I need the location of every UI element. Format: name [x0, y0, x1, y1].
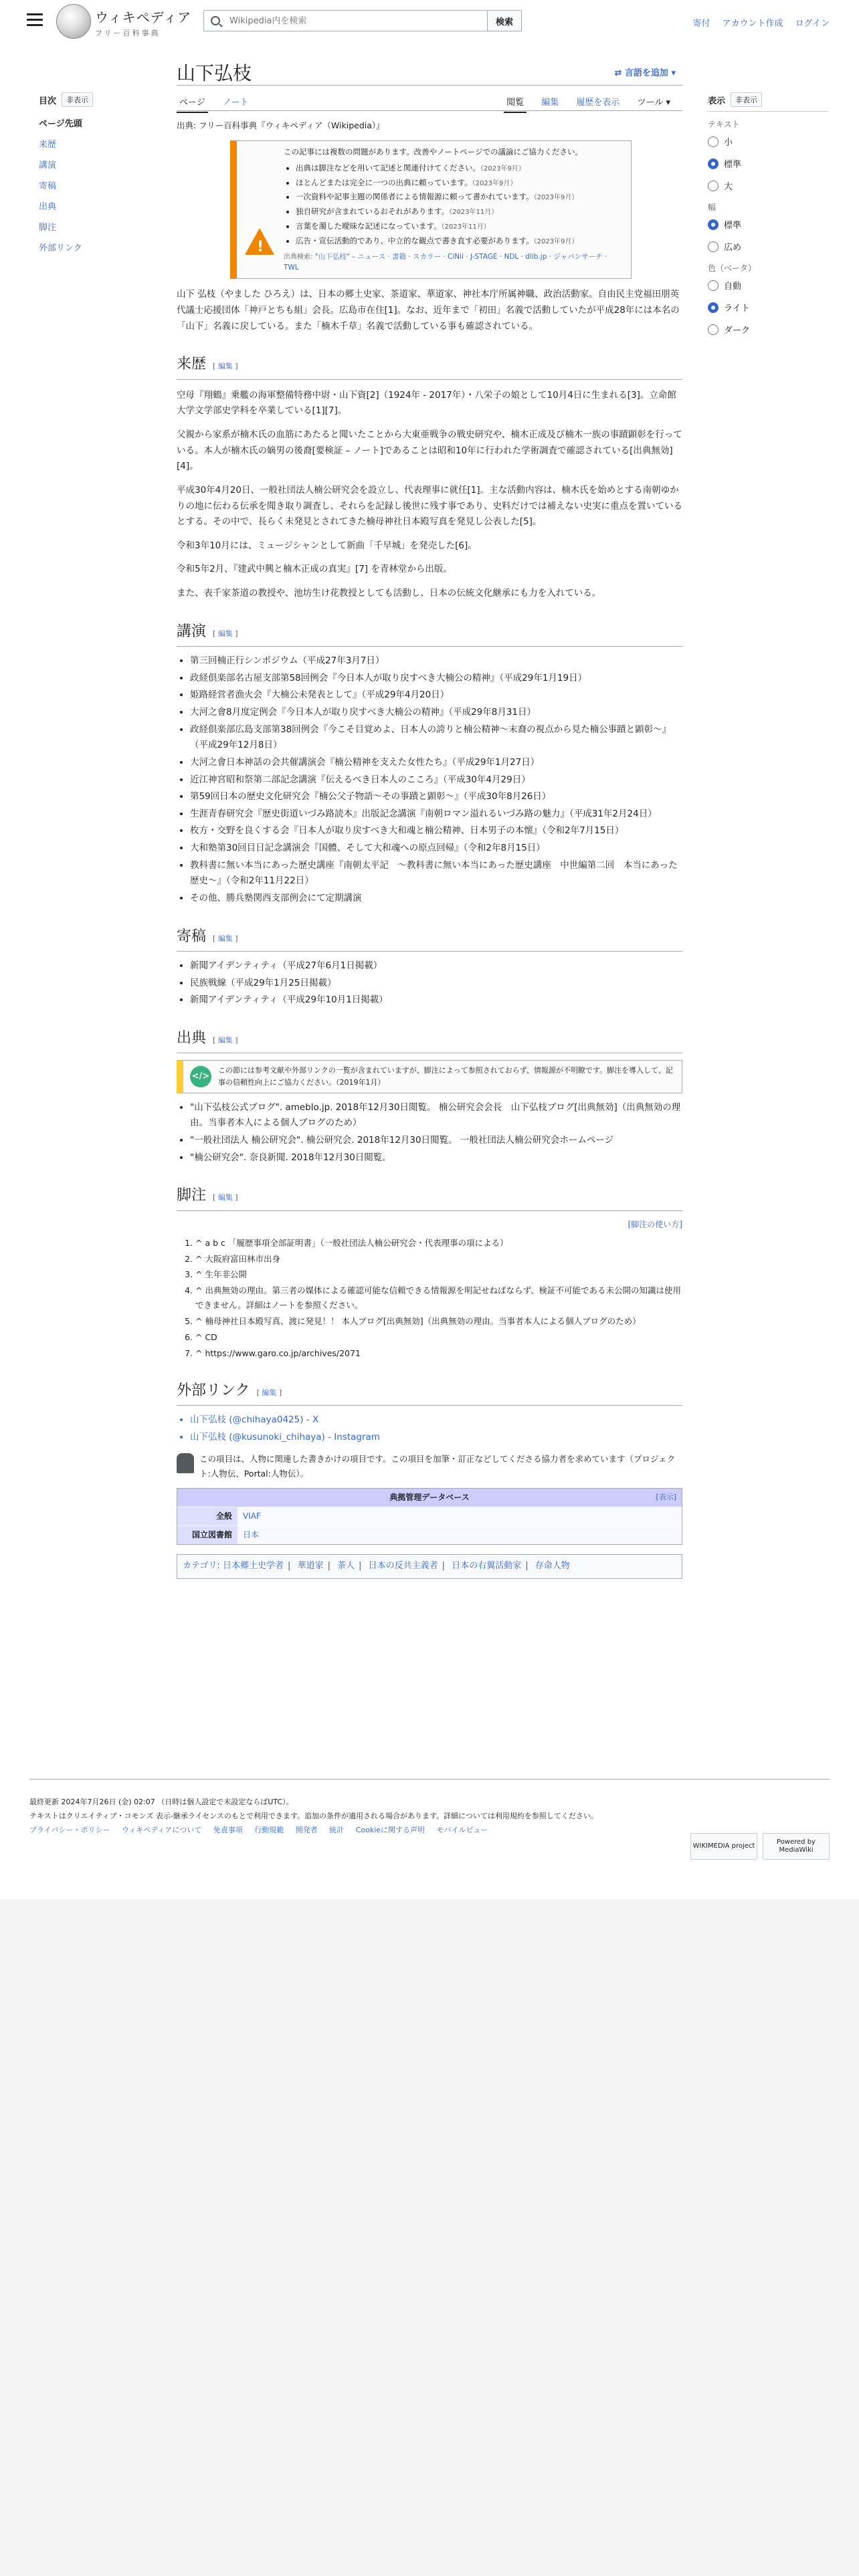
categories-label[interactable]: カテゴリ: — [183, 1561, 220, 1572]
page-bottom-background — [0, 1899, 859, 2576]
list-item: • 近江神宮昭和祭第二部記念講演『伝えるべき日本人のこころ』（平成30年4月29日） — [190, 772, 682, 788]
issue-item: • 広告・宣伝活動的であり、中立的な観点で書き直す必要があります。（2023年9月） — [296, 235, 623, 247]
site-wordmark[interactable] — [95, 7, 191, 38]
section-heading-sources: 出典[ 編集 ] — [177, 1026, 682, 1054]
color-dark[interactable]: ダーク — [708, 323, 828, 336]
edit-section-link[interactable]: [ 編集 ] — [213, 1193, 238, 1202]
sources-list — [177, 1100, 682, 1166]
issues-intro: この記事には複数の問題があります。改善やノートページでの議論にご協力ください。 — [284, 147, 583, 156]
list-item: • 姫路経営者漁火会『大楠公未発表として』（平成29年4月20日） — [190, 687, 682, 704]
appearance-title: 表示 — [708, 96, 726, 106]
section-heading-external-links: 外部リンク[ 編集 ] — [177, 1378, 682, 1406]
toc-item-sources[interactable]: 出典 — [39, 202, 57, 212]
list-item: • 第59回日本の歴史文化研究会『楠公父子物語〜その事蹟と顕彰〜』（平成30年8月26日） — [190, 789, 682, 805]
edit-section-link[interactable]: [ 編集 ] — [213, 1036, 238, 1045]
tab-page[interactable]: ページ — [177, 91, 208, 113]
edit-section-link[interactable]: [ 編集 ] — [213, 934, 238, 943]
site-title: ウィキペディア — [95, 9, 192, 25]
authority-control — [177, 1488, 682, 1545]
toc-item-history[interactable]: 来歴 — [39, 140, 57, 150]
search-button[interactable]: 検索 — [487, 10, 522, 31]
search-input[interactable] — [228, 13, 442, 28]
add-language-button[interactable]: ⇄ 言語を追加 ▾ — [614, 68, 676, 78]
color-auto[interactable]: 自動 — [708, 279, 828, 292]
authority-key: 国立図書館 — [177, 1526, 237, 1544]
list-item: • 大和塾第30回目日記念講演会『国體、そして大和魂への原点回帰』（令和2年8月15日） — [190, 841, 682, 857]
list-item: • "楠公研究会". 奈良新聞. 2018年12月30日閲覧。 — [190, 1150, 682, 1166]
history-paragraph: 平成30年4月20日、一般社団法人楠公研究会を設立し、代表理事に就任[1]。主な活動内容は、楠木氏を始めとする南朝ゆかりの地に伝わる伝承を聞き取り調査し、それらを記録し後世に残す事であり、史料だけでは補えない史実に重点を置いているとする。その中で、長らく未発見とされてきた楠母神社日本殿写真を発見し公表した[5]。 — [177, 484, 682, 528]
width-label: 幅 — [708, 203, 717, 212]
footer-link[interactable]: 行動規範 — [254, 1825, 284, 1834]
list-item: • 政経倶楽部名古屋支部第58回例会『今日本人が取り戻すべき大楠公の精神』（平成29年1月19日） — [190, 671, 682, 687]
wikipedia-logo-icon[interactable] — [56, 4, 91, 39]
radio-checked-icon — [708, 158, 719, 169]
toc-item-lectures[interactable]: 講演 — [39, 160, 57, 171]
issues-notice — [230, 140, 632, 279]
authority-toggle[interactable]: [表示] — [656, 1493, 676, 1502]
list-item: 4. ^ 出典無効の理由。第三者の媒体による確認可能な信頼できる情報源を明記せねばならず、検証不可能である未公開の知識は使用できません。詳細はノートを参照ください。 — [195, 1283, 682, 1313]
stub-notice — [177, 1452, 682, 1481]
tab-edit[interactable]: 編集 — [541, 98, 559, 108]
footer-link[interactable]: モバイルビュー — [436, 1825, 488, 1834]
toc-item-notes[interactable]: 脚注 — [39, 223, 57, 233]
radio-checked-icon — [708, 219, 719, 230]
authority-key: 全般 — [177, 1507, 237, 1525]
radio-icon — [708, 136, 719, 147]
category-links: カテゴリ: 日本郷土史学者 | 華道家 | 茶人 | 日本の反共主義者 | 日本の右翼活動家 | 存命人物 — [177, 1554, 682, 1579]
list-item: • 教科書に無い本当にあった歴史講座『南朝太平記 〜教科書に無い本当にあった歴史講座 中世編第二回 本当にあった歴史〜』（令和2年11月22日） — [190, 858, 682, 889]
toc-item-contributions[interactable]: 寄稿 — [39, 181, 57, 191]
tab-history[interactable]: 履歴を表示 — [576, 98, 620, 108]
footer-link[interactable]: 免責事項 — [213, 1825, 243, 1834]
issue-item: • ほとんどまたは完全に一つの出典に頼っています。（2023年9月） — [296, 177, 623, 189]
history-paragraph: また、表千家茶道の教授や、池坊生け花教授としても活動し、日本の伝統文化継承にも力を入れている。 — [177, 588, 601, 599]
history-paragraph: 父親から家系が楠木氏の血筋にあたると聞いたことから大東亜戦争の戦史研究や、楠木正成及び楠木一族の事蹟顕彰を行っている。本人が楠木氏の嫡男の後裔[要検証 – ノート]であることは昭和10年に行われた学術調査で確認されている[出典無効][4]。 — [177, 429, 682, 472]
no-footnotes-notice — [177, 1060, 682, 1093]
main-menu-icon[interactable] — [27, 13, 43, 27]
radio-icon — [708, 181, 719, 191]
color-light[interactable]: ライト — [708, 301, 828, 314]
notice-text: この節には参考文献や外部リンクの一覧が含まれていますが、脚注によって参照されておらず、情報源が不明瞭です。脚注を導入して、記事の信頼性向上にご協力ください。（2019年1月） — [218, 1066, 673, 1087]
issue-item: • 独自研究が含まれているおそれがあります。（2023年11月） — [296, 206, 623, 218]
footer-link[interactable]: 開発者 — [295, 1825, 318, 1834]
list-item: 1. ^ a b c 「履歴事項全部証明書」（一般社団法人楠公研究会・代表理事の項による） — [195, 1236, 682, 1251]
list-item: 3. ^ 生年非公開 — [195, 1267, 682, 1282]
source-search-links[interactable]: "山下弘枝" – ニュース · 書籍 · スカラー · CiNii · J-STAGE · NDL · dlib.jp · ジャパンサーチ · TWL — [284, 252, 607, 272]
page-actions — [504, 91, 682, 113]
category-link[interactable]: 日本の右翼活動家 — [452, 1561, 522, 1572]
tab-read[interactable]: 閲覧 — [504, 91, 527, 113]
list-item: • 大河之會日本神話の会共催講演会『楠公精神を支えた女性たち』（平成29年1月27日） — [190, 755, 682, 771]
history-paragraph: 令和5年2月、『建武中興と楠木正成の真実』[7] を青林堂から出版。 — [177, 564, 452, 575]
toc-header — [39, 92, 146, 107]
list-item: 5. ^ 楠母神社日本殿写真、渡に発見！！ 本人ブログ[出典無効]（出典無効の理由。当事者本人による個人ブログのため） — [195, 1314, 682, 1329]
toc-item-top[interactable]: ページ先頭 — [39, 119, 82, 129]
category-link[interactable]: 華道家 — [297, 1561, 324, 1572]
edit-section-link[interactable]: [ 編集 ] — [213, 362, 238, 370]
last-updated: 最終更新 2024年7月26日 (金) 02:07 （日時は個人設定で未設定ならばUTC）。 — [29, 1798, 294, 1806]
header — [0, 0, 859, 41]
edit-section-link[interactable]: [ 編集 ] — [257, 1388, 282, 1397]
search-box — [203, 10, 498, 31]
stub-text: この項目は、人物に関連した書きかけの項目です。この項目を加筆・訂正などしてくださる協力者を求めています（プロジェクト:人物伝、Portal:人物伝）。 — [199, 1454, 676, 1479]
list-item: • "一般社団法人 楠公研究会". 楠公研究会. 2018年12月30日閲覧。 一般社団法人楠公研究会ホームページ — [190, 1133, 682, 1149]
list-item: • 新聞アイデンティティ（平成29年10月1日掲載） — [190, 992, 682, 1008]
edit-section-link[interactable]: [ 編集 ] — [213, 629, 238, 638]
tab-tools[interactable]: ツール ▾ — [637, 98, 670, 108]
authority-header — [177, 1489, 682, 1507]
text-size-standard[interactable]: 標準 — [708, 157, 828, 170]
list-item: • 新聞アイデンティティ（平成27年6月1日掲載） — [190, 958, 682, 974]
contributions-list — [177, 958, 682, 1008]
text-size-label: テキスト — [708, 120, 740, 129]
history-paragraph: 空母『翔鶴』乗艦の海軍整備特務中尉・山下資[2]（1924年 - 2017年）・八栄子の娘として10月4日に生まれる[3]。立命館大学文学部史学科を卒業している[1][7]。 — [177, 389, 676, 417]
from-line: 出典: フリー百科事典『ウィキペディア（Wikipedia）』 — [177, 120, 385, 130]
login-link[interactable]: ログイン — [795, 19, 830, 29]
add-language-label: 言語を追加 — [624, 68, 668, 78]
radio-icon — [708, 241, 719, 252]
authority-row — [177, 1507, 682, 1525]
notes-list — [177, 1236, 682, 1361]
personal-tools — [683, 16, 830, 29]
footer-link[interactable]: 統計 — [329, 1825, 345, 1834]
section-heading-lectures: 講演[ 編集 ] — [177, 619, 682, 647]
category-link[interactable]: 日本の反共主義者 — [368, 1561, 438, 1572]
radio-checked-icon — [708, 302, 719, 313]
appearance-hide-button[interactable]: 非表示 — [731, 92, 762, 107]
category-link[interactable]: 存命人物 — [535, 1561, 570, 1572]
appearance-panel — [708, 92, 828, 345]
issue-item: • 一次資料や記事主題の関係者による情報源に頼って書かれています。（2023年9月） — [296, 191, 623, 203]
list-item: 7. ^ https://www.garo.co.jp/archives/2071 — [195, 1346, 682, 1361]
source-search: 出典検索: "山下弘枝" – ニュース · 書籍 · スカラー · CiNii · J-STAGE · NDL · dlib.jp · ジャパンサーチ · TWL — [284, 252, 607, 272]
issue-item: • 言葉を濁した曖昧な記述になっています。（2023年11月） — [296, 221, 623, 233]
list-item: • 政経倶楽部広島支部第38回例会『今こそ目覚めよ、日本人の誇りと楠公精神〜末裔の視点から見た楠公事蹟と顕彰〜』（平成29年12月8日） — [190, 722, 682, 754]
authority-title: 典拠管理データベース — [389, 1493, 470, 1503]
text-size-small[interactable]: 小 — [708, 135, 828, 148]
footer — [29, 1779, 830, 1854]
section-heading-history: 来歴[ 編集 ] — [177, 352, 682, 380]
list-item: • "山下弘枝公式ブログ". ameblo.jp. 2018年12月30日閲覧。 楠公研究会会長 山下弘枝ブログ[出典無効]（出典無効の理由。当事者本人による個人ブログのため） — [190, 1100, 682, 1132]
authority-value[interactable]: 日本 — [237, 1526, 682, 1544]
page-tabs — [177, 91, 682, 111]
table-of-contents — [39, 92, 146, 261]
footer-badges — [685, 1833, 830, 1860]
list-item: • その他、勝兵塾関西支部例会にて定期講演 — [190, 891, 682, 907]
mediawiki-badge[interactable]: Powered by MediaWiki — [763, 1833, 830, 1860]
radio-icon — [708, 324, 719, 335]
toc-title: 目次 — [39, 96, 57, 106]
footer-link[interactable]: プライバシー・ポリシー — [29, 1825, 110, 1834]
category-link[interactable]: 茶人 — [337, 1561, 355, 1572]
edit-book-icon: </> — [190, 1066, 211, 1087]
site-tagline: フリー百科事典 — [95, 29, 161, 37]
authority-value[interactable]: VIAF — [237, 1507, 682, 1525]
issues-list — [284, 163, 623, 247]
toc-item-external-links[interactable]: 外部リンク — [39, 243, 82, 253]
footer-link[interactable]: Cookieに関する声明 — [355, 1825, 425, 1834]
search-icon — [211, 16, 220, 25]
page-title: 山下弘枝 — [177, 62, 252, 84]
tab-talk[interactable]: ノート — [222, 98, 249, 108]
width-wide[interactable]: 広め — [708, 240, 828, 253]
external-links-list — [177, 1412, 682, 1445]
warning-icon — [245, 228, 274, 255]
section-heading-notes: 脚注[ 編集 ] — [177, 1183, 682, 1211]
donate-link[interactable]: 寄付 — [692, 19, 710, 29]
appearance-header — [708, 92, 828, 112]
main-content — [177, 59, 682, 1579]
list-item: • 第三回楠正行シンポジウム（平成27年3月7日） — [190, 653, 682, 669]
authority-row — [177, 1525, 682, 1544]
footer-link[interactable]: ウィキペディアについて — [121, 1825, 202, 1834]
list-item: • 大河之會8月度定例会『今日本人が取り戻すべき大楠公の精神』（平成29年8月31日） — [190, 705, 682, 721]
intro-paragraph: 山下 弘枝（やました ひろえ）は、日本の郷土史家、茶道家、華道家、神社本庁所属神職、政治活動家。自由民主党福田朋英代議士応援団体「神戸とちも組」会長。広島市在住[1]。なお、近年まで「初田」名義で活動していたが平成28年には本名の「山下」名義に戻している。また「楠木千草」名義で活動している事も確認されている。 — [177, 289, 680, 332]
title-row — [177, 59, 682, 86]
history-paragraph: 令和3年10月には、ミュージシャンとして新曲「千早城」を発売した[6]。 — [177, 540, 477, 551]
create-account-link[interactable]: アカウント作成 — [722, 19, 783, 29]
list-item: 2. ^ 大阪府富田林市出身 — [195, 1252, 682, 1267]
color-label: 色（ベータ） — [708, 263, 757, 273]
person-icon — [177, 1453, 194, 1473]
footnote-help-link[interactable]: [脚注の使い方] — [628, 1219, 682, 1229]
external-link[interactable]: • 山下弘枝 (@chihaya0425) - X — [190, 1412, 682, 1428]
category-link[interactable]: 日本郷土史学者 — [223, 1561, 284, 1572]
tab-tools-label: ツール — [637, 98, 664, 108]
text-size-large[interactable]: 大 — [708, 179, 828, 192]
list-item: • 民族戦線（平成29年1月25日掲載） — [190, 976, 682, 992]
wikimedia-badge[interactable]: WIKIMEDIA project — [690, 1833, 757, 1860]
width-standard[interactable]: 標準 — [708, 218, 828, 231]
list-item: • 生涯青春研究会『歴史街道いづみ路読本』出版記念講演『南朝ロマン溢れるいづみ路の魅力』（平成31年2月24日） — [190, 807, 682, 823]
article-body — [177, 287, 682, 1578]
list-item: • 枚方・交野を良くする会『日本人が取り戻すべき大和魂と楠公精神、日本男子の本懐』（令和2年7月15日） — [190, 823, 682, 839]
list-item: 6. ^ CD — [195, 1330, 682, 1345]
source-search-label: 出典検索 — [284, 253, 310, 261]
radio-icon — [708, 280, 719, 291]
license-text: テキストはクリエイティブ・コモンズ 表示-継承ライセンスのもとで利用できます。追加の条件が適用される場合があります。詳細については利用規約を参照してください。 — [29, 1811, 598, 1820]
section-heading-contributions: 寄稿[ 編集 ] — [177, 924, 682, 952]
issue-item: • 出典は脚注などを用いて記述と関連付けてください。（2023年9月） — [296, 163, 623, 175]
lectures-list — [177, 653, 682, 906]
toc-hide-button[interactable]: 非表示 — [62, 92, 93, 107]
external-link[interactable]: • 山下弘枝 (@kusunoki_chihaya) - Instagram — [190, 1430, 682, 1446]
